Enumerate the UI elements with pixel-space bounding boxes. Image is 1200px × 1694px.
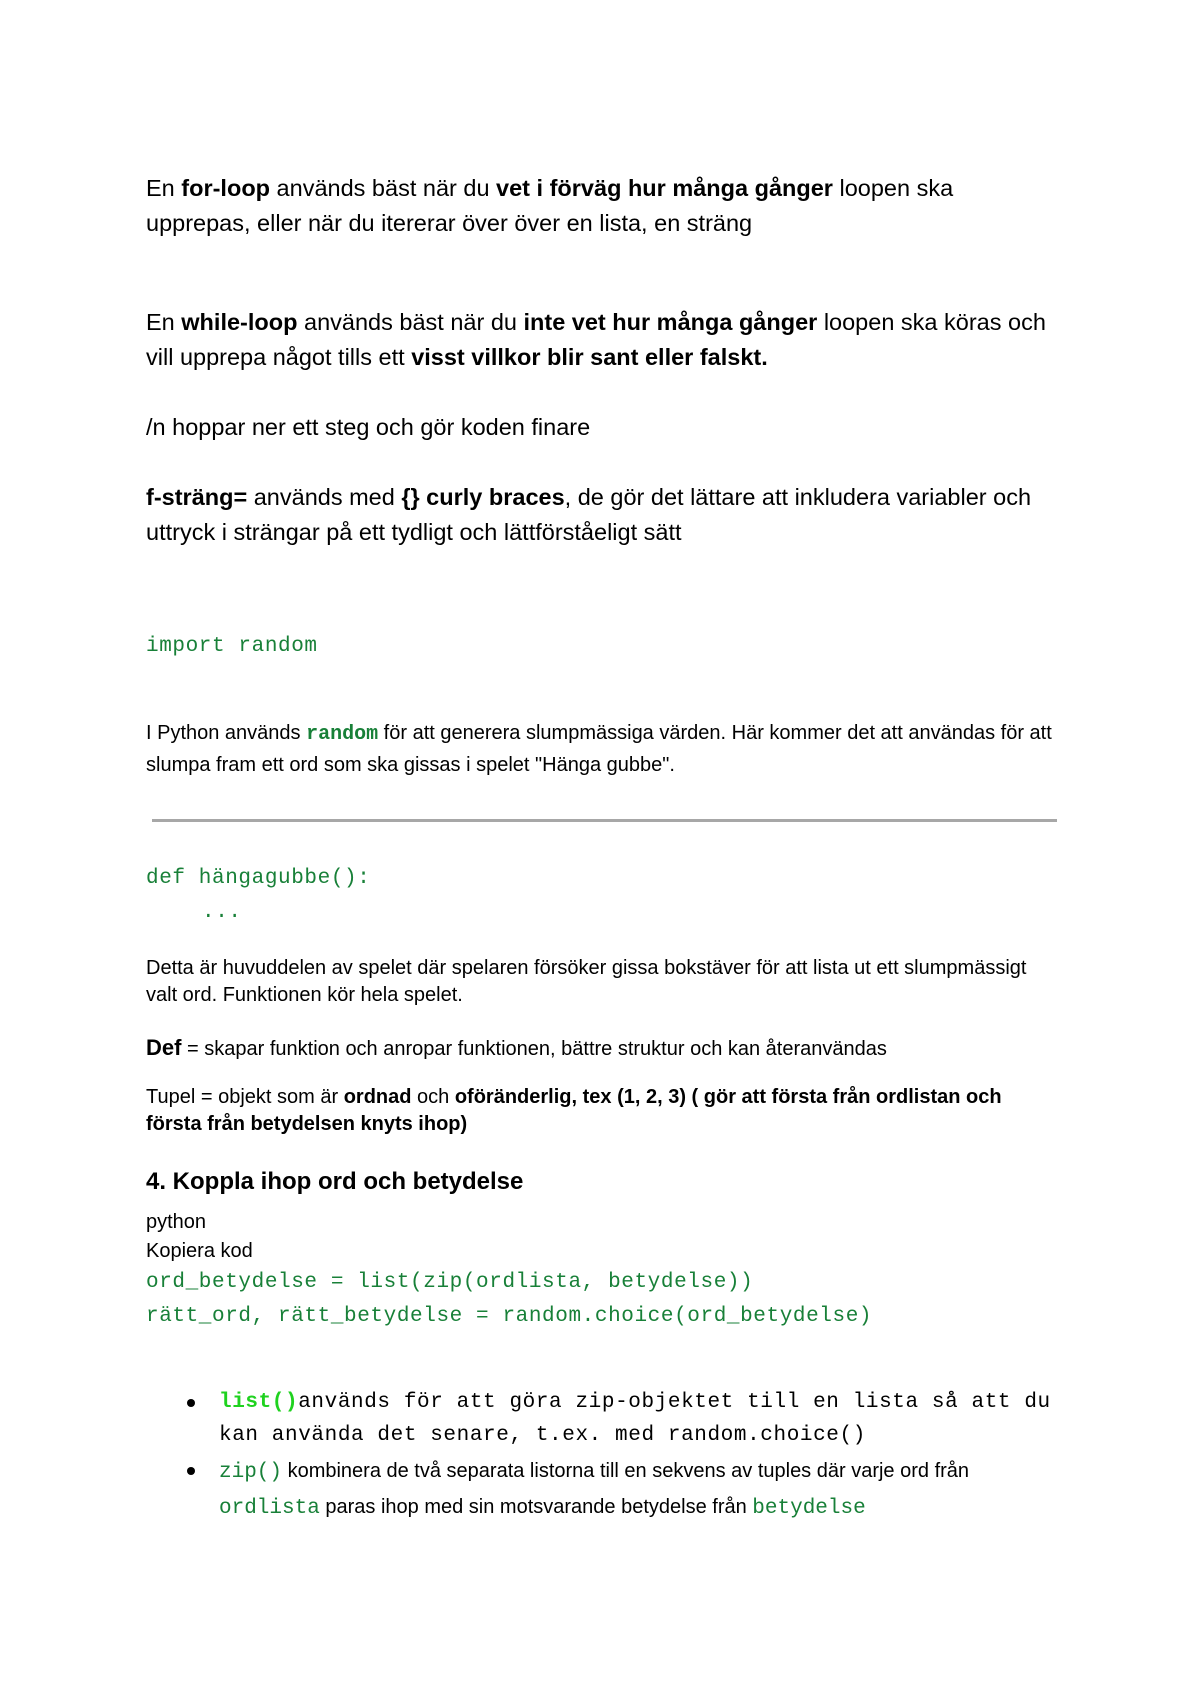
bold-run: oföränderlig, tex (1, 2, 3) ( gör att första från ordlistan och första från betydelsen knyts ihop) xyxy=(146,1086,1002,1135)
text-run: används för att göra zip-objektet till en lista så att du kan använda det senare, t.ex. med random.choice() xyxy=(219,1391,1051,1447)
copy-code-button[interactable]: Kopiera kod xyxy=(146,1240,253,1262)
newline-paragraph: /n hoppar ner ett steg och gör koden finare xyxy=(146,414,591,440)
bold-run: f-sträng= xyxy=(146,484,248,510)
text-run: En xyxy=(146,175,182,201)
inline-code: zip() xyxy=(219,1461,283,1484)
inline-code: ordlista xyxy=(219,1497,320,1520)
text-run: Tupel = objekt som är xyxy=(146,1086,344,1108)
code-line: ... xyxy=(202,901,242,924)
bold-run: vet i förväg hur många gånger xyxy=(496,175,833,201)
text-run: paras ihop med sin motsvarande betydelse från xyxy=(319,1496,753,1518)
code-lang-label: python xyxy=(146,1211,207,1233)
text-run: loopen ska upprepas, eller när du itererar över över en lista, en sträng xyxy=(146,175,954,236)
for-loop-paragraph xyxy=(146,171,1056,241)
tupel-paragraph xyxy=(146,1084,1056,1138)
text-run: används bäst när du xyxy=(270,175,497,201)
text-run: , de gör det lättare att inkludera variabler och uttryck i strängar på ett tydligt och lättförståeligt sätt xyxy=(146,484,1032,545)
import-code-line: import random xyxy=(146,635,318,658)
text-run: En xyxy=(146,309,182,335)
bold-run: for-loop xyxy=(181,175,271,201)
text-run: används bäst när du xyxy=(297,309,524,335)
bullet-icon xyxy=(187,1467,195,1475)
def-code-block xyxy=(146,862,1056,930)
code-line: def hängagubbe(): xyxy=(146,867,371,890)
bold-run: {} curly braces xyxy=(401,484,565,510)
bold-run: while-loop xyxy=(181,309,298,335)
list-item xyxy=(146,1454,1056,1526)
bullet-list xyxy=(146,1386,1056,1526)
horizontal-divider xyxy=(152,819,1057,822)
text-run: loopen ska köras och vill upprepa något tills ett xyxy=(146,309,1046,370)
code-line: rätt_ord, rätt_betydelse = random.choice(ord_betydelse) xyxy=(146,1305,873,1328)
main-function-paragraph: Detta är huvuddelen av spelet där spelaren försöker gissa bokstäver för att lista ut ett slumpmässigt valt ord. Funktionen kör hela spelet. xyxy=(146,957,1027,1006)
text-run: används med xyxy=(247,484,402,510)
list-item xyxy=(146,1386,1056,1452)
text-run: = skapar funktion och anropar funktionen, bättre struktur och kan återanvändas xyxy=(181,1038,887,1060)
while-loop-paragraph xyxy=(146,305,1056,375)
bold-run: ordnad xyxy=(343,1086,412,1108)
section-heading: 4. Koppla ihop ord och betydelse xyxy=(146,1168,524,1195)
code-line: ord_betydelse = list(zip(ordlista, betydelse)) xyxy=(146,1271,754,1294)
inline-code: random xyxy=(306,723,379,746)
text-run: för att generera slumpmässiga värden. Här kommer det att användas för att slumpa fram ett ord som ska gissas i spelet "Hänga gubbe". xyxy=(146,722,1052,776)
def-paragraph xyxy=(146,1033,1056,1064)
inline-code: betydelse xyxy=(752,1497,866,1520)
bold-run: visst villkor blir sant eller falskt. xyxy=(411,344,768,370)
text-run: I Python används xyxy=(146,722,307,744)
f-string-paragraph xyxy=(146,480,1056,550)
bullet-icon xyxy=(187,1399,195,1407)
random-paragraph xyxy=(146,718,1056,780)
inline-code: list() xyxy=(219,1391,299,1414)
zip-code-block xyxy=(146,1266,1056,1334)
text-run: och xyxy=(411,1086,455,1108)
bold-run: inte vet hur många gånger xyxy=(523,309,818,335)
text-run: kombinera de två separata listorna till en sekvens av tuples där varje ord från xyxy=(282,1460,970,1482)
bold-run: Def xyxy=(146,1035,182,1060)
